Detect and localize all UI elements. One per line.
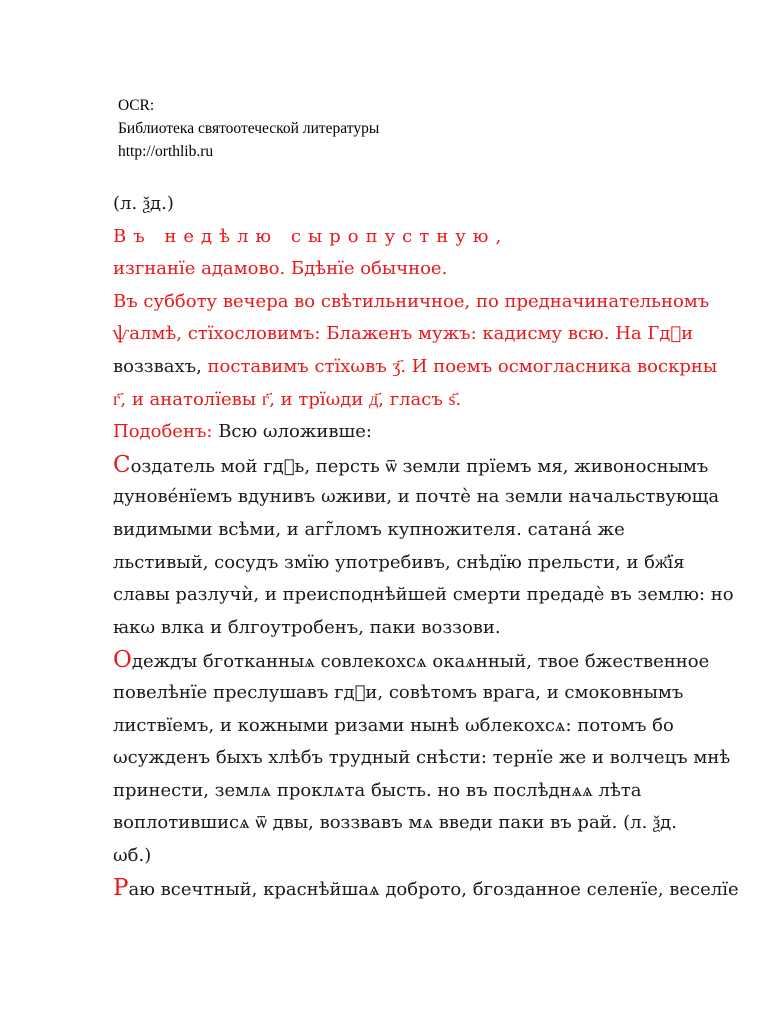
text-segment: кадисму всю.: [482, 323, 616, 345]
text-segment: Въ субботу вечера во свѣтильничное, по предначинательномъ: [113, 290, 710, 312]
text-segment: листвїемъ, и кожными ризами нынѣ ωблекохсѧ: потомъ бо: [113, 714, 674, 736]
church-slavonic-text: [113, 188, 739, 905]
library-url[interactable]: http://orthlib.ru: [118, 143, 214, 160]
text-line: [113, 221, 658, 254]
text-segment: ωсужденъ быхъ хлѣбъ трудный снѣсти: тернїе же и волчецъ мнѣ: [113, 747, 731, 769]
text-segment: дунове́нїемъ вдунивъ ωживи, и почтѐ на земли начальствующа: [113, 486, 720, 508]
text-line: [113, 286, 710, 319]
text-line: [113, 840, 658, 873]
text-line: [113, 481, 720, 514]
text-line: [113, 579, 734, 612]
text-line: [113, 775, 658, 808]
library-name: Библиотека святоотеческой литературы: [118, 120, 380, 137]
text-line: [113, 188, 658, 221]
text-segment: воплотившисѧ ѿ двы, воззвавъ мѧ введи паки въ рай. (л. ѯд.: [113, 812, 677, 834]
text-line: [113, 547, 685, 580]
text-segment: славы разлучѝ, и преисподнѣйшей смерти предадѐ въ землю: но: [113, 584, 734, 606]
text-line: [113, 612, 658, 645]
ocr-label: OCR:: [118, 97, 155, 114]
text-segment: воззвахъ,: [113, 355, 208, 377]
text-segment: изгнанїе адамово. Бдѣнїе обычное.: [113, 258, 448, 280]
initial-letter: С: [113, 451, 131, 478]
text-line: [113, 253, 658, 286]
text-segment: льстивый, сосудъ змїю употребивъ, снѣдїю прельсти, и бж҃їя: [113, 551, 685, 573]
text-line: [113, 351, 718, 384]
text-segment: видимыми всѣми, и агг̃ломъ купножителя. сатана́ же: [113, 518, 625, 540]
text-line: [113, 644, 710, 677]
text-segment: На Гдⷭи: [615, 323, 694, 345]
text-segment: принести, землѧ проклѧта бысть. но въ послѣднѧѧ лѣта: [113, 779, 642, 801]
text-segment: оздатель мой гдⷭь, персть ѿ земли прїемъ мя, живоноснымъ: [130, 455, 709, 477]
text-segment: ѱалмѣ, стїхословимъ: Блаженъ мужъ:: [113, 323, 483, 345]
text-line: [113, 514, 658, 547]
text-segment: повелѣнїе преслушавъ гдⷭи, совѣтомъ врага, и смоковнымъ: [113, 681, 684, 703]
ocr-header: [118, 94, 379, 163]
text-segment: Всю ωложивше:: [218, 421, 372, 443]
text-segment: Подобенъ:: [113, 421, 219, 443]
text-line: [113, 872, 739, 905]
text-segment: ωб.): [113, 844, 152, 866]
text-line: [113, 677, 684, 710]
text-line: [113, 710, 674, 743]
initial-letter: О: [113, 647, 132, 674]
text-line: [113, 807, 677, 840]
initial-letter: Р: [113, 875, 129, 902]
text-line: [113, 384, 658, 417]
text-segment: г҃, и анатолїевы г҃, и трїωди д҃, гласъ ѕ҃.: [113, 388, 462, 410]
text-segment: Въ недѣлю сыропустную,: [113, 225, 509, 247]
text-line: [113, 318, 694, 351]
text-segment: поставимъ стїхωвъ ӡ҃. И поемъ осмогласника воскрны: [207, 355, 718, 377]
text-segment: деждꙑ бготканныѧ совлекохсѧ окаѧнный, твое бжественное: [131, 651, 710, 673]
text-segment: (л. ѯд.): [113, 193, 174, 214]
text-line: [113, 742, 731, 775]
text-segment: аю всечтный, краснѣйшаѧ доброто, бгозданное селенїе, веселїе: [128, 879, 739, 901]
text-line: [113, 416, 658, 449]
text-segment: ꙗкω влка и блгоутробенъ, паки воззови.: [113, 616, 501, 638]
text-line: [113, 449, 709, 482]
